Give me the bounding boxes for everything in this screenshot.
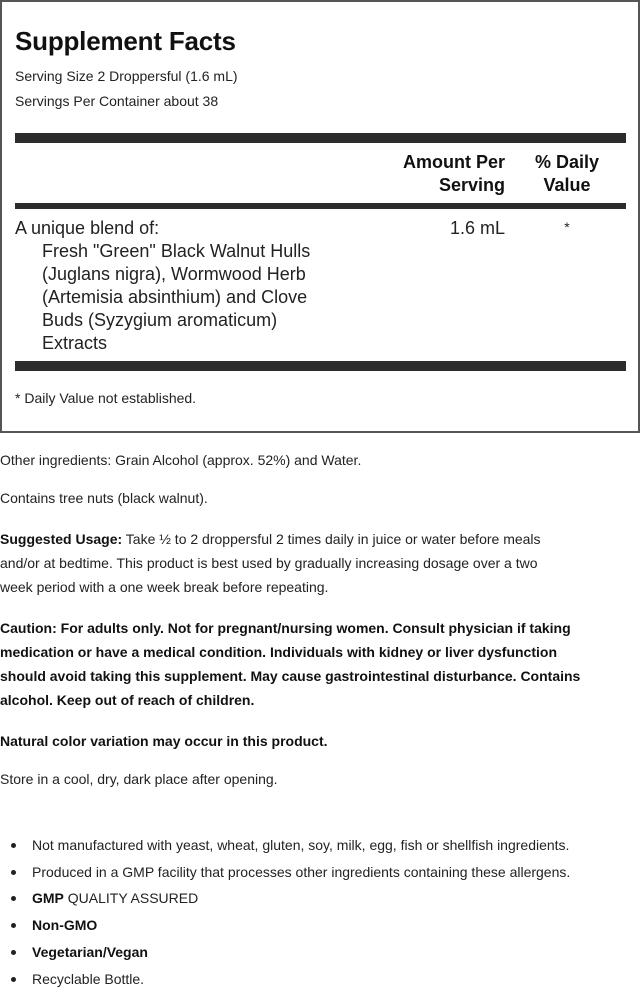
bullet-icon <box>11 977 16 982</box>
feature-bold: Non-GMO <box>32 917 98 934</box>
ingredient-detail-line: Buds (Syzygium aromaticum) <box>42 310 278 330</box>
suggested-usage <box>0 527 636 599</box>
feature-list-item <box>0 832 570 859</box>
feature-list-item <box>0 912 570 939</box>
bullet-icon <box>11 870 16 875</box>
column-header-dv-line2: Value <box>543 175 591 195</box>
suggested-usage-label: Suggested Usage: <box>0 531 123 547</box>
feature-list-item <box>0 885 570 912</box>
caution-line: alcohol. Keep out of reach of children. <box>0 692 255 708</box>
column-header-daily-value <box>524 151 610 197</box>
caution-line: should avoid taking this supplement. May cause gastrointestinal disturbance. Contains <box>0 668 581 684</box>
column-header-amount-line2: Serving <box>438 175 505 195</box>
bullet-icon <box>11 923 16 928</box>
thick-divider-bottom <box>15 361 626 371</box>
medium-divider <box>15 203 626 209</box>
feature-bold: GMP <box>32 890 64 907</box>
ingredient-detail-line: Extracts <box>42 333 108 353</box>
caution-line: Caution: For adults only. Not for pregnant/nursing women. Consult physician if taking <box>0 620 571 636</box>
column-header-amount <box>374 151 505 197</box>
column-header-amount-line1: Amount Per <box>402 152 505 172</box>
ingredient-detail-line: (Artemisia absinthium) and Clove <box>42 287 308 307</box>
ingredient-name: A unique blend of: <box>15 218 160 238</box>
storage-instructions: Store in a cool, dry, dark place after opening. <box>0 771 278 787</box>
feature-list-item <box>0 966 570 992</box>
suggested-usage-line: Take ½ to 2 droppersful 2 times daily in juice or water before meals <box>122 531 541 547</box>
caution-statement <box>0 616 636 712</box>
color-variation-note: Natural color variation may occur in this product. <box>0 733 328 749</box>
ingredient-amount: 1.6 mL <box>449 218 505 238</box>
suggested-usage-line: and/or at bedtime. This product is best used by gradually increasing dosage over a two <box>0 555 538 571</box>
thick-divider <box>15 133 626 143</box>
feature-text: Not manufactured with yeast, wheat, gluten, soy, milk, egg, fish or shellfish ingredients. <box>32 837 570 853</box>
feature-list <box>0 832 570 992</box>
supplement-facts-panel <box>0 0 640 433</box>
facts-title: Supplement Facts <box>15 26 236 56</box>
ingredient-detail <box>42 240 372 355</box>
bullet-icon <box>11 843 16 848</box>
ingredient-detail-line: (Juglans nigra), Wormwood Herb <box>42 264 306 284</box>
feature-text: Recyclable Bottle. <box>32 970 145 987</box>
servings-per-container: Servings Per Container about 38 <box>15 93 219 109</box>
other-ingredients: Other ingredients: Grain Alcohol (approx. 52%) and Water. <box>0 452 362 468</box>
caution-line: medication or have a medical condition. Individuals with kidney or liver dysfunction <box>0 644 557 660</box>
allergen-statement: Contains tree nuts (black walnut). <box>0 490 208 506</box>
feature-text: Produced in a GMP facility that processes other ingredients containing these allergens. <box>32 863 571 880</box>
suggested-usage-line: week period with a one week break before repeating. <box>0 579 329 595</box>
serving-size: Serving Size 2 Droppersful (1.6 mL) <box>15 68 238 84</box>
daily-value-footnote: * Daily Value not established. <box>15 390 197 406</box>
column-header-dv-line1: % Daily <box>534 152 600 172</box>
feature-bold: Vegetarian/Vegan <box>32 943 148 960</box>
bullet-icon <box>11 950 16 955</box>
bullet-icon <box>11 896 16 901</box>
feature-text: QUALITY ASSURED <box>63 890 199 907</box>
ingredient-daily-value: * <box>564 219 570 235</box>
ingredient-detail-line: Fresh "Green" Black Walnut Hulls <box>42 241 311 261</box>
feature-list-item <box>0 859 570 886</box>
